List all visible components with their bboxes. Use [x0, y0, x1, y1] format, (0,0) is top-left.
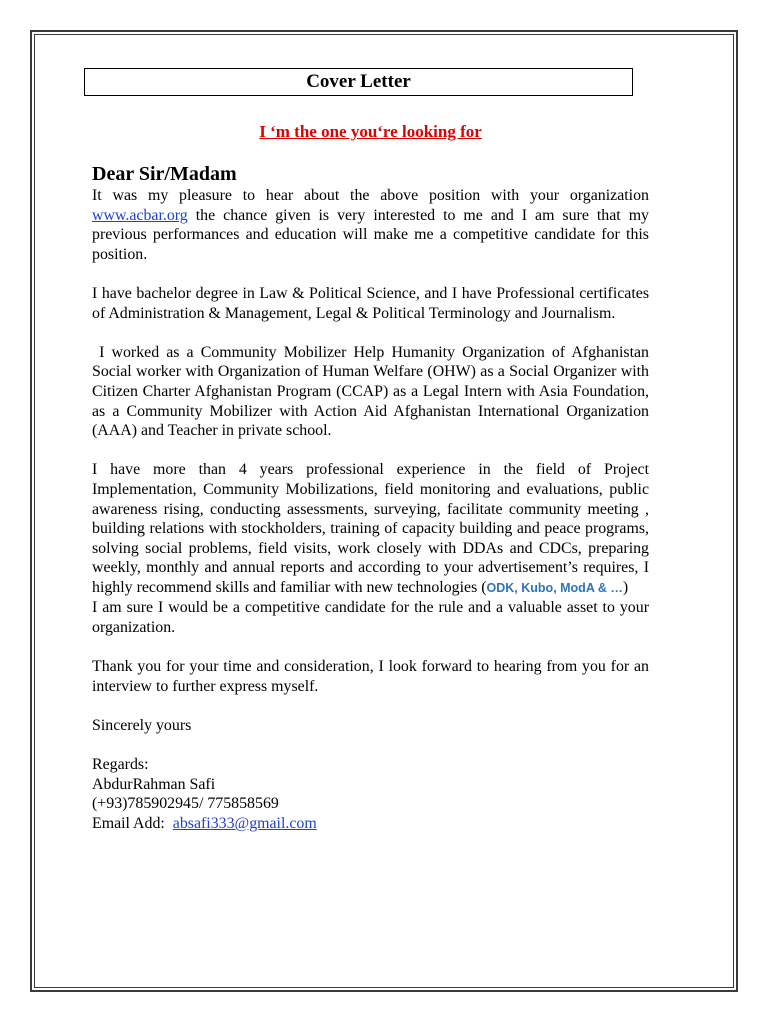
- intro-text-start: It was my pleasure to hear about the above position with your organization: [92, 187, 649, 204]
- experience-conclusion: I am sure I would be a competitive candidate for the rule and a valuable asset to your organization.: [92, 599, 649, 637]
- work-history-text: I worked as a Community Mobilizer Help Humanity Organization of Afghanistan Social worker with Organization of Human Welfare (OHW) as a Social Organizer with Citizen Charter Afghanistan Program (CCAP) as a Legal Intern with Asia Foundation, as a Community Mobilizer with Action Aid Afghanistan International Organization (AAA) and Teacher in private school.: [92, 343, 649, 440]
- email-link[interactable]: absafi333@gmail.com: [172, 815, 317, 832]
- sender-phone: (+93)785902945/ 775858569: [92, 795, 279, 813]
- email-label: Email Add:: [92, 815, 173, 832]
- technologies-list: ODK, Kubo, ModA & …: [486, 580, 623, 595]
- document-subtitle: I ‘m the one you‘re looking for: [259, 122, 482, 141]
- sender-email-line: [92, 814, 649, 834]
- document-title: Cover Letter: [84, 68, 633, 96]
- closing: Sincerely yours: [92, 717, 192, 735]
- paragraph-education: I have bachelor degree in Law & Political Science, and I have Professional certificates of Administration & Management, Legal & Political Terminology and Journalism.: [92, 284, 649, 322]
- experience-text-close: ): [622, 578, 629, 596]
- paragraph-work-history: [92, 343, 649, 441]
- intro-text-end: the chance given is very interested to me and I am sure that my previous performances and education will make me a competitive candidate for this position.: [92, 206, 649, 263]
- signature-block: [92, 755, 649, 833]
- paragraph-experience: [92, 460, 649, 637]
- sender-name: AbdurRahman Safi: [92, 775, 216, 793]
- letter-body: [92, 186, 649, 834]
- paragraph-intro: [92, 186, 649, 264]
- experience-text: I have more than 4 years professional experience in the field of Project Implementation, Community Mobilizations, field monitoring and evaluations, public awareness rising, conducting assessments, surveying, facilitate community meeting , building relations with stockholders, training of capacity building and peace programs, solving social problems, field visits, work closely with DDAs and CDCs, preparing weekly, monthly and annual reports and according to your advertisement’s requires, I highly recommend skills and familiar with new technologies (: [92, 461, 649, 596]
- paragraph-thanks: Thank you for your time and consideration, I look forward to hearing from you for an interview to further express myself.: [92, 658, 649, 695]
- salutation: Dear Sir/Madam: [92, 163, 237, 185]
- regards-label: Regards:: [92, 756, 149, 774]
- acbar-link[interactable]: www.acbar.org: [92, 206, 188, 224]
